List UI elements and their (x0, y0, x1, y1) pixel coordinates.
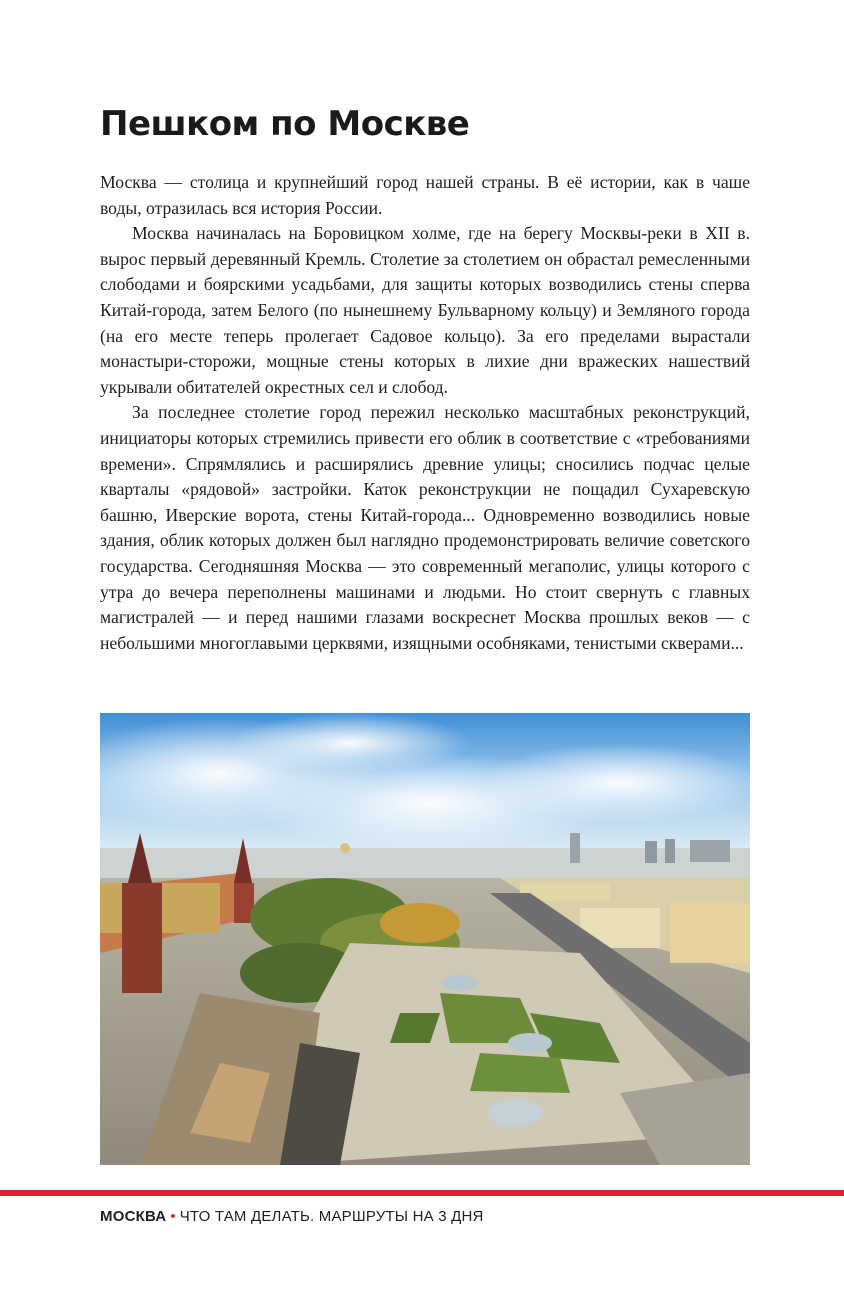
paragraph-intro: Москва — столица и крупнейший город нашей страны. В её истории, как в чаше воды, отразилась вся история России. (100, 172, 750, 218)
moscow-aerial-photo (100, 713, 750, 1165)
running-footer (100, 1206, 484, 1228)
paragraph-modern: За последнее столетие город пережил несколько масштабных реконструкций, инициаторы которых стремились привести его облик в соответствие с «требованиями времени». Спрямлялись и расширялись древние улицы; сносились подчас целые кварталы «рядовой» застройки. Каток реконструкции не пощадил Сухаревскую башню, Иверские ворота, стены Китай-города... Одновременно возводились новые здания, облик которых должен был наглядно продемонстрировать величие советского государства. Сегодняшняя Москва — это современный мегаполис, улицы которого с утра до вечера переполнены машинами и людьми. Но стоит свернуть с главных магистралей — и перед нашими глазами воскреснет Москва прошлых веков — с небольшими многоглавыми церквями, изящными особняками, тенистыми скверами... (100, 402, 750, 653)
paragraph-history: Москва начиналась на Боровицком холме, где на берегу Москвы-реки в XII в. вырос первый деревянный Кремль. Столетие за столетием он обрастал ремесленными слободами и боярскими усадьбами, для защиты которых возводились стены сперва Китай-города, затем Белого (по нынешнему Бульварному кольцу) и Земляного города (на его месте теперь пролегает Садовое кольцо). За его пределами вырастали монастыри-сторожи, мощные стены которых в лихие дни вражеских нашествий укрывали обитателей окрестных сел и слобод. (100, 223, 750, 397)
footer-accent-bar (0, 1190, 844, 1196)
footer-subtitle: ЧТО ТАМ ДЕЛАТЬ. МАРШРУТЫ НА 3 ДНЯ (179, 1208, 484, 1225)
footer-separator: • (170, 1208, 176, 1225)
footer-brand: МОСКВА (100, 1208, 167, 1225)
page-title: Пешком по Москве (100, 104, 470, 144)
article-body (100, 170, 750, 656)
